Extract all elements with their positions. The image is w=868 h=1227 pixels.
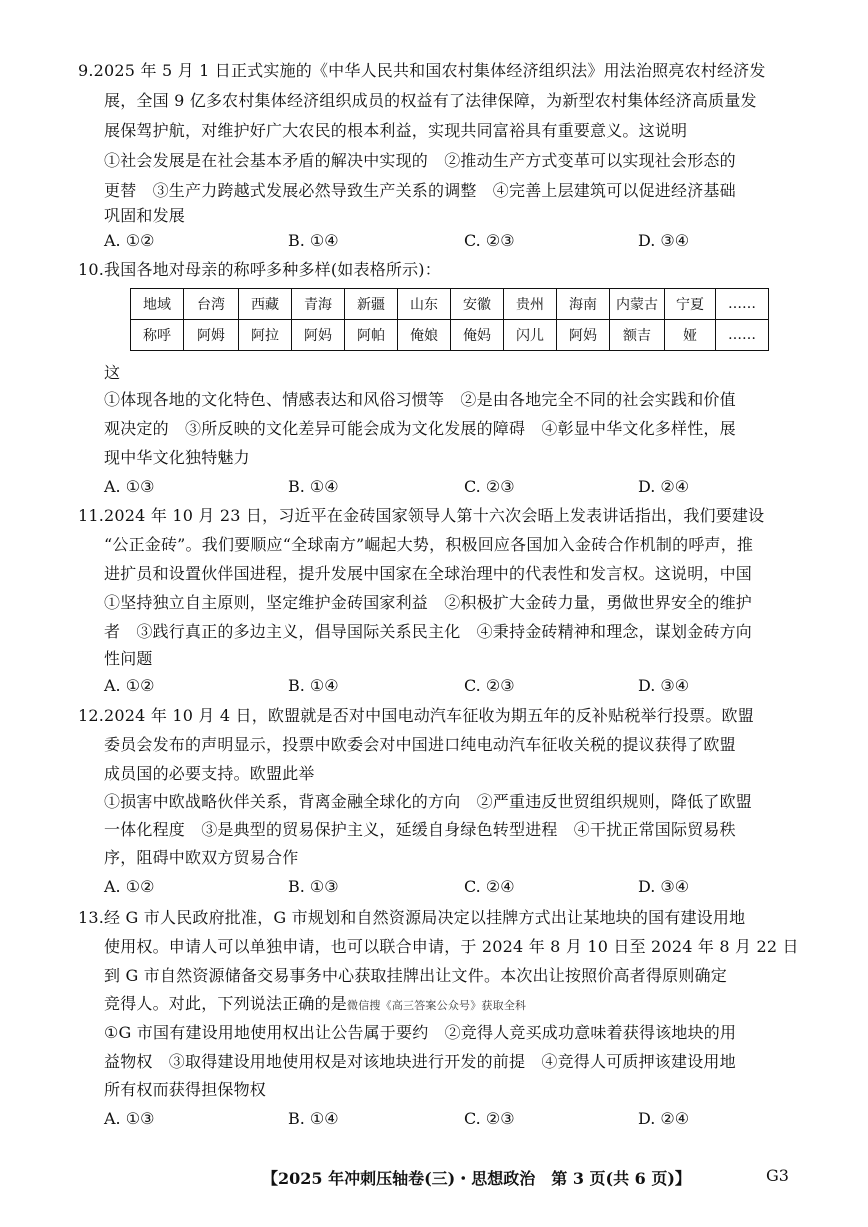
option-d[interactable]: D. ②④ <box>638 477 690 496</box>
table-cell: 阿姆 <box>184 320 239 351</box>
question-number: 13. <box>78 908 105 927</box>
option-c[interactable]: C. ②③ <box>464 477 515 496</box>
table-cell: 安徽 <box>451 289 504 320</box>
stem-line: 巩固和发展 <box>104 206 186 225</box>
option-a[interactable]: A. ①③ <box>104 1109 155 1128</box>
table-cell: 闪儿 <box>504 320 557 351</box>
question-number: 9. <box>78 61 94 80</box>
option-c[interactable]: C. ②③ <box>464 676 515 695</box>
option-d[interactable]: D. ③④ <box>638 877 690 896</box>
option-b[interactable]: B. ①④ <box>288 676 339 695</box>
option-b[interactable]: B. ①④ <box>288 477 339 496</box>
stem-line: 序，阻碍中欧双方贸易合作 <box>104 848 299 867</box>
option-d[interactable]: D. ③④ <box>638 676 690 695</box>
table-cell: 阿妈 <box>557 320 610 351</box>
table-cell: 阿妈 <box>292 320 345 351</box>
option-a[interactable]: A. ①② <box>104 231 155 250</box>
table-cell: 西藏 <box>239 289 292 320</box>
option-c[interactable]: C. ②④ <box>464 877 515 896</box>
stem-line: 更替 ③生产力跨越式发展必然导致生产关系的调整 ④完善上层建筑可以促进经济基础 <box>104 181 736 200</box>
table-cell: 贵州 <box>504 289 557 320</box>
stem-line: 这 <box>104 363 121 382</box>
stem-line: 2024 年 10 月 23 日，习近平在金砖国家领导人第十六次会晤上发表讲话指出，我们要建设 <box>104 506 765 525</box>
page-footer: 【2025 年冲刺压轴卷(三)・思想政治 第 3 页(共 6 页)】 <box>262 1169 691 1188</box>
table-cell: 俺妈 <box>451 320 504 351</box>
stem-line: 者 ③践行真正的多边主义，倡导国际关系民主化 ④秉持金砖精神和理念，谋划金砖方向 <box>104 622 753 641</box>
stem-line: 性问题 <box>104 649 153 668</box>
option-a[interactable]: A. ①② <box>104 877 155 896</box>
table-row-name <box>131 320 769 351</box>
option-d[interactable]: D. ③④ <box>638 231 690 250</box>
table-cell: 地域 <box>131 289 184 320</box>
table-cell: 娅 <box>665 320 716 351</box>
question-number: 12. <box>78 706 105 725</box>
stem-line: 使用权。申请人可以单独申请，也可以联合申请，于 2024 年 8 月 10 日至 2024 年 8 月 22 日 <box>104 937 799 956</box>
table-cell: 阿帕 <box>345 320 398 351</box>
table-cell: 山东 <box>398 289 451 320</box>
table-cell: …… <box>716 289 769 320</box>
stem-line: 现中华文化独特魅力 <box>104 448 250 467</box>
stem-line: ①G 市国有建设用地使用权出让公告属于要约 ②竞得人竞买成功意味着获得该地块的用 <box>104 1023 737 1042</box>
table-cell: …… <box>716 320 769 351</box>
paper-code: G3 <box>766 1166 789 1185</box>
stem-line: 竞得人。对此，下列说法正确的是 <box>104 994 348 1013</box>
table-cell: 俺娘 <box>398 320 451 351</box>
table-row-region <box>131 289 769 320</box>
stem-line: 展，全国 9 亿多农村集体经济组织成员的权益有了法律保障，为新型农村集体经济高质量发 <box>104 91 757 110</box>
option-b[interactable]: B. ①④ <box>288 1109 339 1128</box>
table-cell: 新疆 <box>345 289 398 320</box>
stem-line: 我国各地对母亲的称呼多种多样(如表格所示)： <box>104 260 441 279</box>
question-number: 10. <box>78 260 105 279</box>
question-number: 11. <box>78 506 105 525</box>
table-cell: 内蒙古 <box>610 289 665 320</box>
stem-line: ①社会发展是在社会基本矛盾的解决中实现的 ②推动生产方式变革可以实现社会形态的 <box>104 151 736 170</box>
table-cell: 称呼 <box>131 320 184 351</box>
stem-line: 委员会发布的声明显示，投票中欧委会对中国进口纯电动汽车征收关税的提议获得了欧盟 <box>104 735 736 754</box>
stem-line: 展保驾护航，对维护好广大农民的根本利益，实现共同富裕具有重要意义。这说明 <box>104 121 688 140</box>
stem-line: “公正金砖”。我们要顺应“全球南方”崛起大势，积极回应各国加入金砖合作机制的呼声，推 <box>104 535 754 554</box>
table-cell: 台湾 <box>184 289 239 320</box>
stem-line: 进扩员和设置伙伴国进程，提升发展中国家在全球治理中的代表性和发言权。这说明，中国 <box>104 564 753 583</box>
stem-line: ①体现各地的文化特色、情感表达和风俗习惯等 ②是由各地完全不同的社会实践和价值 <box>104 390 736 409</box>
watermark-text: 微信搜《高三答案公众号》获取全科 <box>347 999 527 1012</box>
table-cell: 阿拉 <box>239 320 292 351</box>
table-cell: 青海 <box>292 289 345 320</box>
option-c[interactable]: C. ②③ <box>464 1109 515 1128</box>
stem-line: ①损害中欧战略伙伴关系，背离金融全球化的方向 ②严重违反世贸组织规则，降低了欧盟 <box>104 792 753 811</box>
stem-line: 一体化程度 ③是典型的贸易保护主义，延缓自身绿色转型进程 ④干扰正常国际贸易秩 <box>104 820 736 839</box>
stem-line: 2024 年 10 月 4 日，欧盟就是否对中国电动汽车征收为期五年的反补贴税举行投票。欧盟 <box>104 706 754 725</box>
table-cell: 海南 <box>557 289 610 320</box>
stem-line: 经 G 市人民政府批准，G 市规划和自然资源局决定以挂牌方式出让某地块的国有建设用地 <box>104 908 746 927</box>
option-b[interactable]: B. ①③ <box>288 877 339 896</box>
option-a[interactable]: A. ①② <box>104 676 155 695</box>
stem-line: 所有权而获得担保物权 <box>104 1080 267 1099</box>
dialect-table <box>130 288 769 351</box>
option-d[interactable]: D. ②④ <box>638 1109 690 1128</box>
stem-line: 到 G 市自然资源储备交易事务中心获取挂牌出让文件。本次出让按照价高者得原则确定 <box>104 966 727 985</box>
stem-line: 观决定的 ③所反映的文化差异可能会成为文化发展的障碍 ④彰显中华文化多样性，展 <box>104 419 736 438</box>
stem-line: 益物权 ③取得建设用地使用权是对该地块进行开发的前提 ④竞得人可质押该建设用地 <box>104 1052 736 1071</box>
option-a[interactable]: A. ①③ <box>104 477 155 496</box>
stem-line: 成员国的必要支持。欧盟此举 <box>104 764 315 783</box>
option-b[interactable]: B. ①④ <box>288 231 339 250</box>
table-cell: 额吉 <box>610 320 665 351</box>
option-c[interactable]: C. ②③ <box>464 231 515 250</box>
table-cell: 宁夏 <box>665 289 716 320</box>
stem-line: 2025 年 5 月 1 日正式实施的《中华人民共和国农村集体经济组织法》用法治照亮农村经济发 <box>93 61 766 80</box>
stem-line: ①坚持独立自主原则，坚定维护金砖国家利益 ②积极扩大金砖力量，勇做世界安全的维护 <box>104 593 753 612</box>
